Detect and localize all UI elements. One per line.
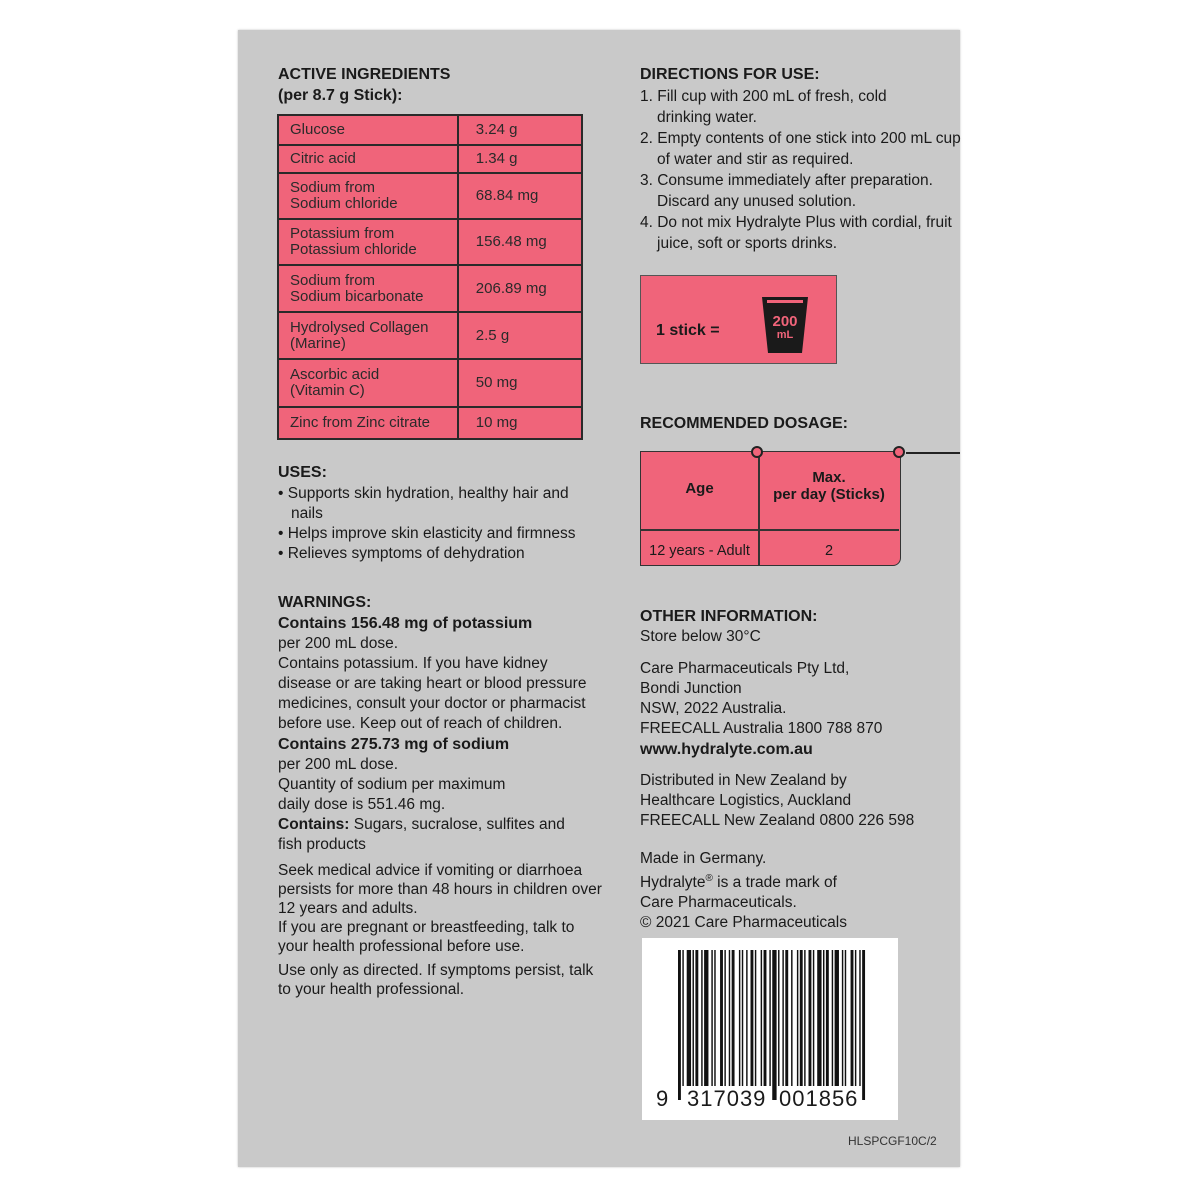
barcode-first-digit: 9 <box>656 1086 669 1111</box>
ingredient-name: Zinc from Zinc citrate <box>278 407 458 439</box>
text-line: disease or are taking heart or blood pressure <box>278 675 587 692</box>
text-line: daily dose is 551.46 mg. <box>278 796 446 813</box>
text-line: Use only as directed. If symptoms persist, talk <box>278 962 594 979</box>
ingredient-value: 206.89 mg <box>458 265 582 312</box>
ingredient-value: 68.84 mg <box>458 173 582 219</box>
direction-step: 2. Empty contents of one stick into 200 mL cup of water and stir as required. <box>640 130 961 168</box>
directions-title: DIRECTIONS FOR USE: <box>640 66 820 83</box>
direction-step: 1. Fill cup with 200 mL of fresh, cold drinking water. <box>640 88 887 126</box>
other-information-section <box>640 606 950 933</box>
ingredient-name: Potassium from Potassium chloride <box>278 219 458 265</box>
table-row <box>278 359 582 407</box>
barcode-digits-right: 001856 <box>779 1086 859 1111</box>
barcode-digits-left: 317039 <box>687 1086 767 1111</box>
text-line: Seek medical advice if vomiting or diarrhoea <box>278 862 583 879</box>
dosage-title: RECOMMENDED DOSAGE: <box>640 415 849 432</box>
dosage-max-value: 2 <box>824 543 834 559</box>
product-code: HLSPCGF10C/2 <box>848 1134 937 1148</box>
ingredient-name: Hydrolysed Collagen (Marine) <box>278 312 458 359</box>
ingredient-name: Sodium from Sodium chloride <box>278 173 458 219</box>
directions-list <box>640 86 960 254</box>
direction-step: 3. Consume immediately after preparation. Discard any unused solution. <box>640 172 933 210</box>
text-line: Care Pharmaceuticals. <box>640 894 797 912</box>
sodium-warning-heading: Contains 275.73 mg of sodium <box>278 736 510 753</box>
website-text: www.hydralyte.com.au <box>640 741 813 758</box>
dosage-age-value: 12 years - Adult <box>649 543 750 559</box>
text-line: Distributed in New Zealand by <box>640 772 847 789</box>
text-line: Quantity of sodium per maximum <box>278 776 506 793</box>
text-line: Healthcare Logistics, Auckland <box>640 792 852 809</box>
text-line: medicines, consult your doctor or pharmacist <box>278 695 586 712</box>
other-info-title: OTHER INFORMATION: <box>640 608 818 625</box>
copyright-text: © 2021 Care Pharmaceuticals <box>640 914 847 932</box>
table-row <box>278 312 582 359</box>
ingredient-value: 3.24 g <box>458 115 582 145</box>
active-ingredients-title: ACTIVE INGREDIENTS <box>278 66 451 83</box>
text-line: fish products <box>278 836 366 853</box>
table-row <box>278 407 582 439</box>
text-line: 12 years and adults. <box>278 900 418 917</box>
ingredient-name: Sodium from Sodium bicarbonate <box>278 265 458 312</box>
ingredient-name: Ascorbic acid (Vitamin C) <box>278 359 458 407</box>
stick-equals-cup-box <box>640 275 837 364</box>
dosage-table <box>640 451 901 566</box>
table-row <box>278 219 582 265</box>
warnings-section <box>278 592 618 999</box>
direction-step: 4. Do not mix Hydralyte Plus with cordial, fruit juice, soft or sports drinks. <box>640 214 952 252</box>
trademark-line: Hydralyte® is a trade mark of <box>640 873 837 892</box>
text-line: your health professional before use. <box>278 938 525 955</box>
ingredient-name: Glucose <box>278 115 458 145</box>
table-row <box>278 115 582 145</box>
ingredient-value: 156.48 mg <box>458 219 582 265</box>
ingredient-name: Citric acid <box>278 145 458 173</box>
ingredient-value: 1.34 g <box>458 145 582 173</box>
warnings-title: WARNINGS: <box>278 594 372 611</box>
list-item: • Supports skin hydration, healthy hair and nails <box>278 485 569 522</box>
text-line: Bondi Junction <box>640 680 742 697</box>
text-line: Made in Germany. <box>640 850 767 867</box>
uses-list <box>278 484 608 564</box>
dosage-connector-line <box>906 452 960 454</box>
barcode <box>642 938 898 1120</box>
potassium-warning-heading: Contains 156.48 mg of potassium <box>278 615 533 632</box>
list-item: • Relieves symptoms of dehydration <box>278 545 525 562</box>
dosage-header-max: Max. per day (Sticks) <box>773 469 885 503</box>
ingredients-table <box>277 114 583 440</box>
barcode-bars <box>678 950 870 1100</box>
text-line: per 200 mL dose. <box>278 756 399 773</box>
text-line: NSW, 2022 Australia. <box>640 700 787 717</box>
list-item: • Helps improve skin elasticity and firmness <box>278 525 576 542</box>
ingredient-value: 50 mg <box>458 359 582 407</box>
text-line: If you are pregnant or breastfeeding, talk to <box>278 919 575 936</box>
text-line: Contains potassium. If you have kidney <box>278 655 548 672</box>
text-line: before use. Keep out of reach of children. <box>278 715 563 732</box>
text-line: persists for more than 48 hours in children over <box>278 881 602 898</box>
contains-line: Contains: Sugars, sucralose, sulfites and <box>278 816 565 833</box>
cup-value: 200 <box>772 313 798 330</box>
text-line: Care Pharmaceuticals Pty Ltd, <box>640 660 850 677</box>
cup-icon <box>759 294 811 356</box>
uses-title: USES: <box>278 464 327 481</box>
text-line: FREECALL Australia 1800 788 870 <box>640 720 883 737</box>
active-ingredients-subtitle: (per 8.7 g Stick): <box>278 87 403 104</box>
table-row <box>278 145 582 173</box>
table-row <box>278 173 582 219</box>
ingredient-value: 2.5 g <box>458 312 582 359</box>
table-row <box>278 265 582 312</box>
dosage-dot-left <box>751 446 763 458</box>
dosage-dot-right <box>893 446 905 458</box>
cup-unit: mL <box>776 329 794 341</box>
text-line: FREECALL New Zealand 0800 226 598 <box>640 812 915 829</box>
text-line: to your health professional. <box>278 981 465 998</box>
stick-label: 1 stick = <box>656 322 720 339</box>
dosage-row-divider <box>641 529 899 531</box>
storage-text: Store below 30°C <box>640 628 761 645</box>
text-line: per 200 mL dose. <box>278 635 399 652</box>
ingredient-value: 10 mg <box>458 407 582 439</box>
dosage-header-age: Age <box>685 480 714 497</box>
